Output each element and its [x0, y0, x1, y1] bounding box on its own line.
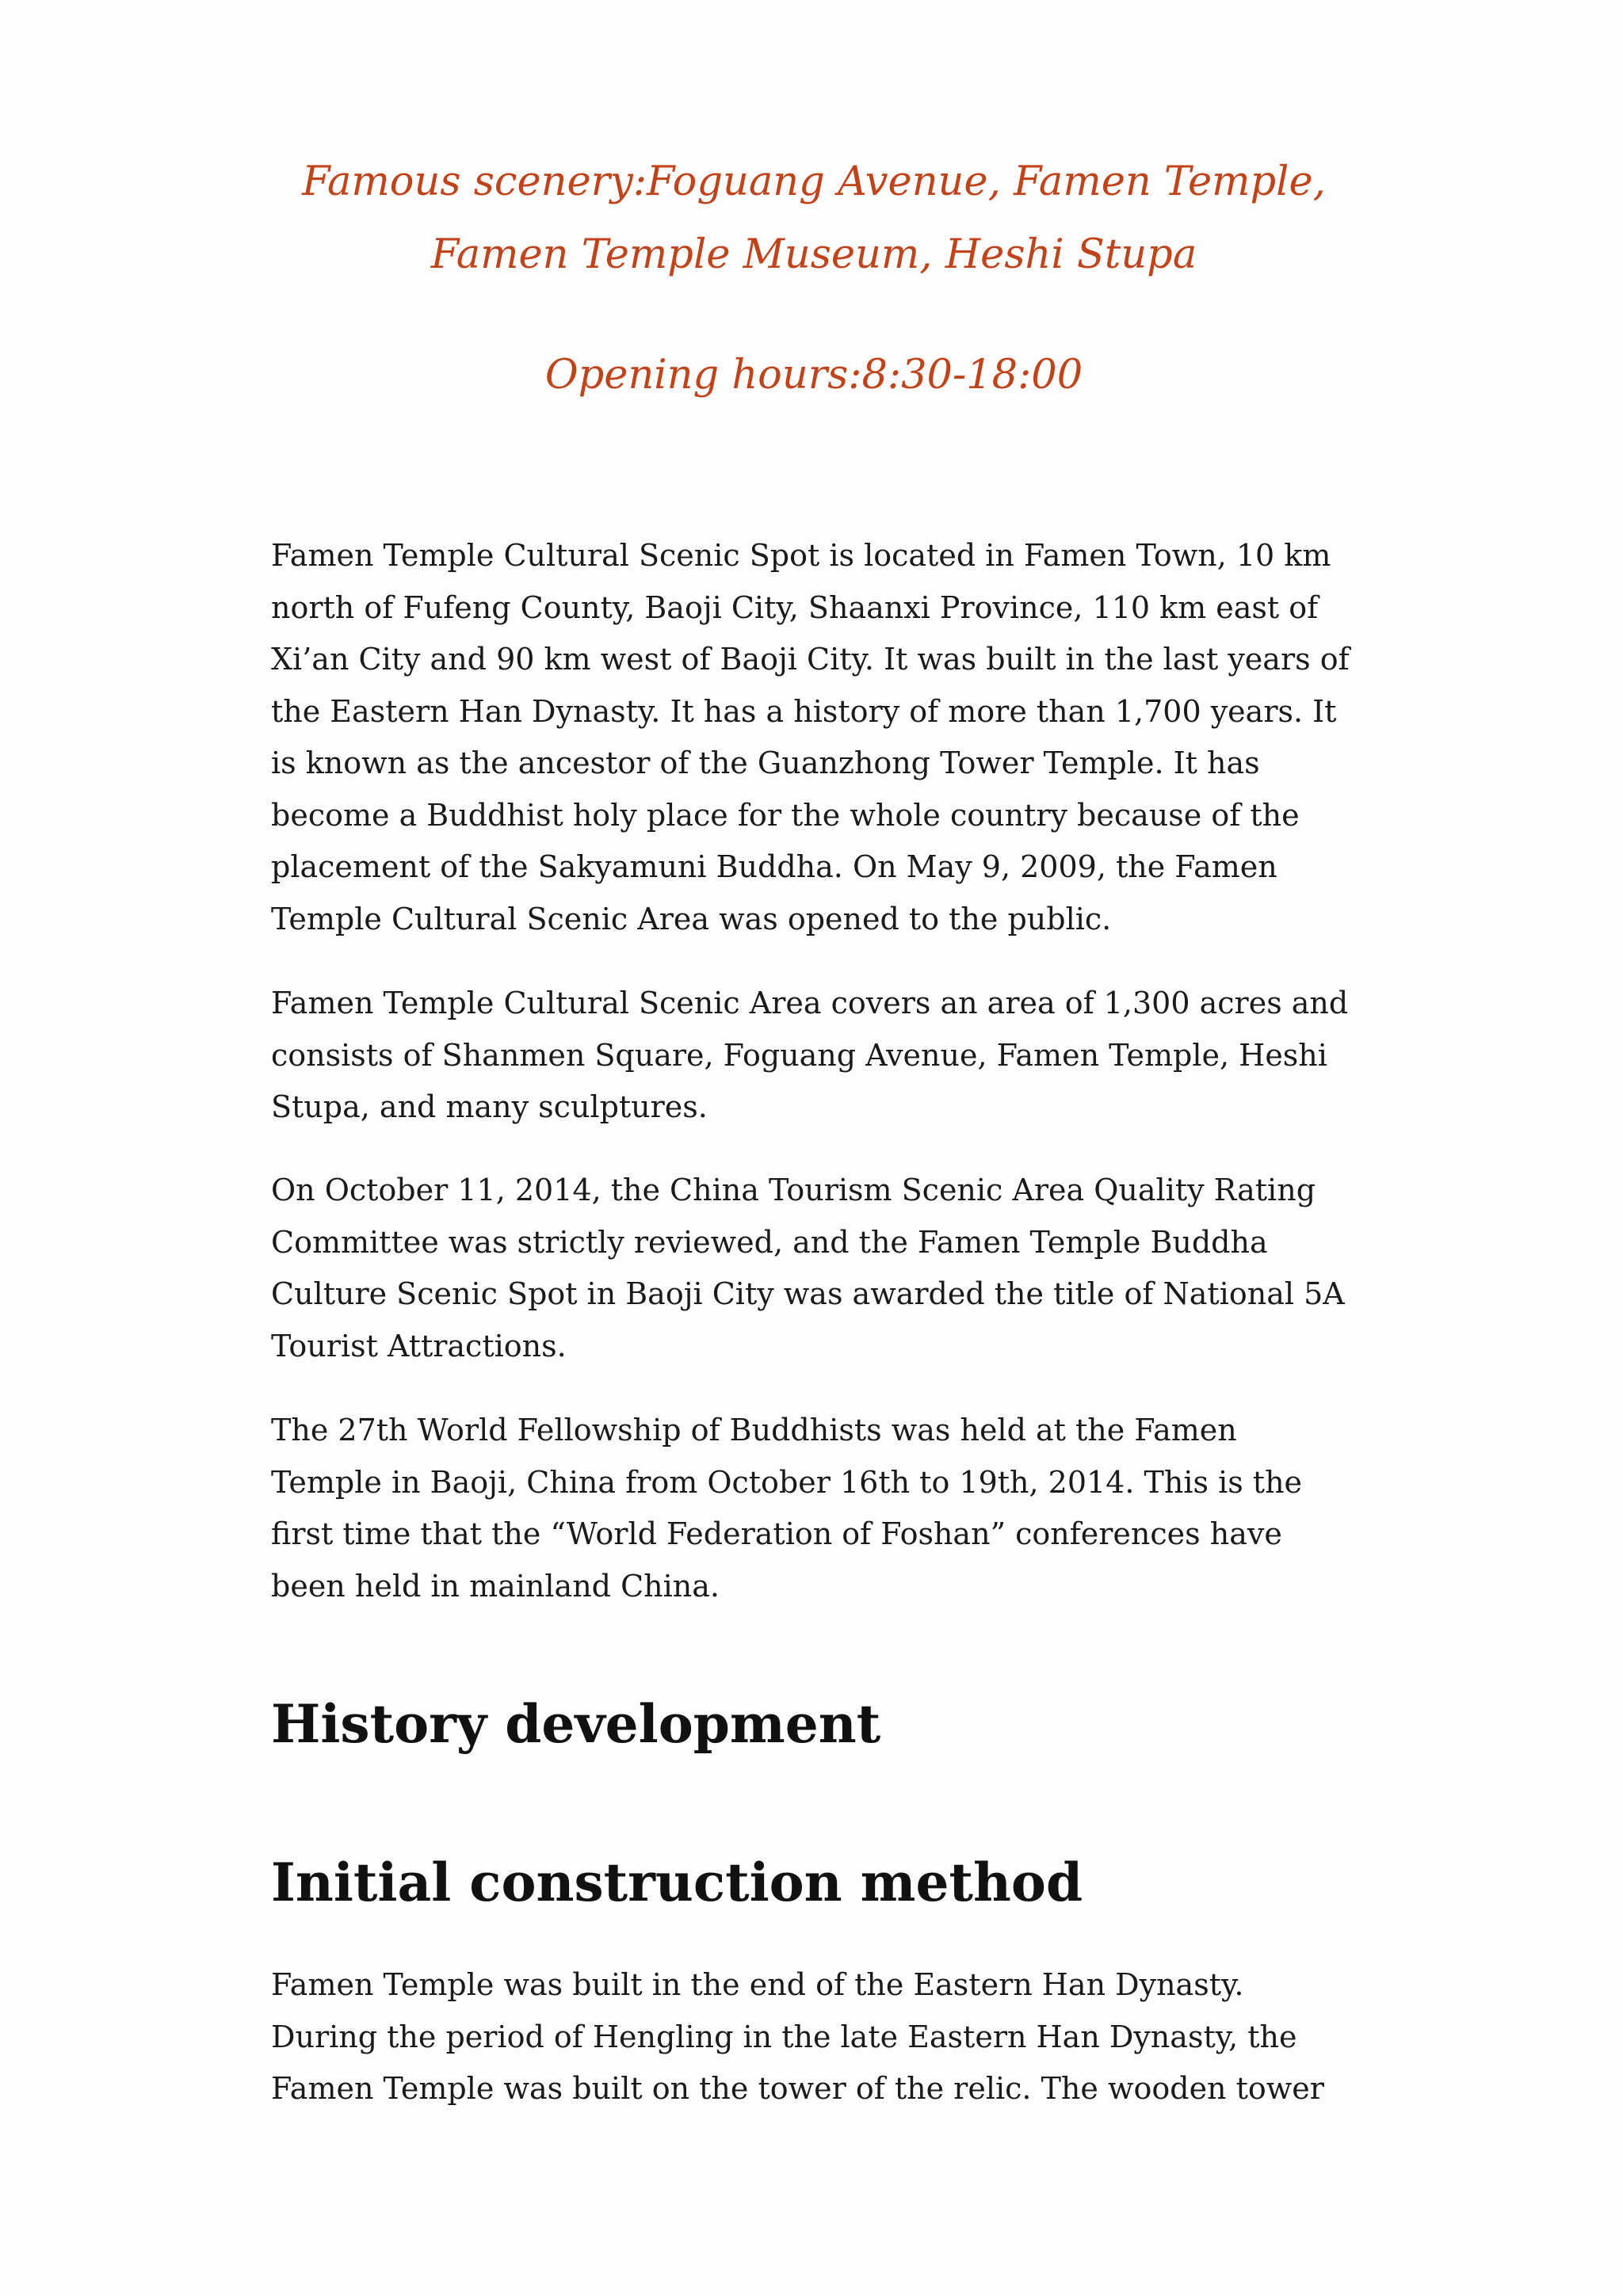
heading-initial-construction: Initial construction method: [271, 1852, 1083, 1913]
paragraph-location: Famen Temple Cultural Scenic Spot is located in Famen Town, 10 km north of Fufeng County, Baoji City, Shaanxi Province, 110 km east of Xi’an City and 90 km west of Baoji City. It was built in the last years of the Eastern Han Dynasty. It has a history of more than 1,700 years. It is known as the ancestor of the Guanzhong Tower Temple. It has become a Buddhist holy place for the whole country because of the placement of the Sakyamuni Buddha. On May 9, 2009, the Famen Temple Cultural Scenic Area was opened to the public.: [271, 538, 1350, 936]
heading-history-development: History development: [271, 1693, 881, 1755]
opening-hours-line: Opening hours:8:30-18:00: [544, 352, 1083, 399]
paragraph-rating: On October 11, 2014, the China Tourism Scenic Area Quality Rating Committee was strictly reviewed, and the Famen Temple Buddha Culture Scenic Spot in Baoji City was awarded the title of National 5A Tourist Attractions.: [271, 1173, 1345, 1363]
famous-scenery-line: Famous scenery:Foguang Avenue, Famen Temple, Famen Temple Museum, Heshi Stupa: [302, 158, 1326, 278]
paragraph-fellowship: The 27th World Fellowship of Buddhists was held at the Famen Temple in Baoji, China from October 16th to 19th, 2014. This is the first time that the “World Federation of Foshan” conferences have been held in mainland China.: [271, 1413, 1303, 1604]
paragraph-area: Famen Temple Cultural Scenic Area covers an area of 1,300 acres and consists of Shanmen Square, Foguang Avenue, Famen Temple, Heshi Stupa, and many sculptures.: [271, 986, 1349, 1124]
paragraph-construction: Famen Temple was built in the end of the Eastern Han Dynasty. During the period of Hengling in the late Eastern Han Dynasty, the Famen Temple was built on the tower of the relic. The wooden tower: [271, 1967, 1324, 2106]
